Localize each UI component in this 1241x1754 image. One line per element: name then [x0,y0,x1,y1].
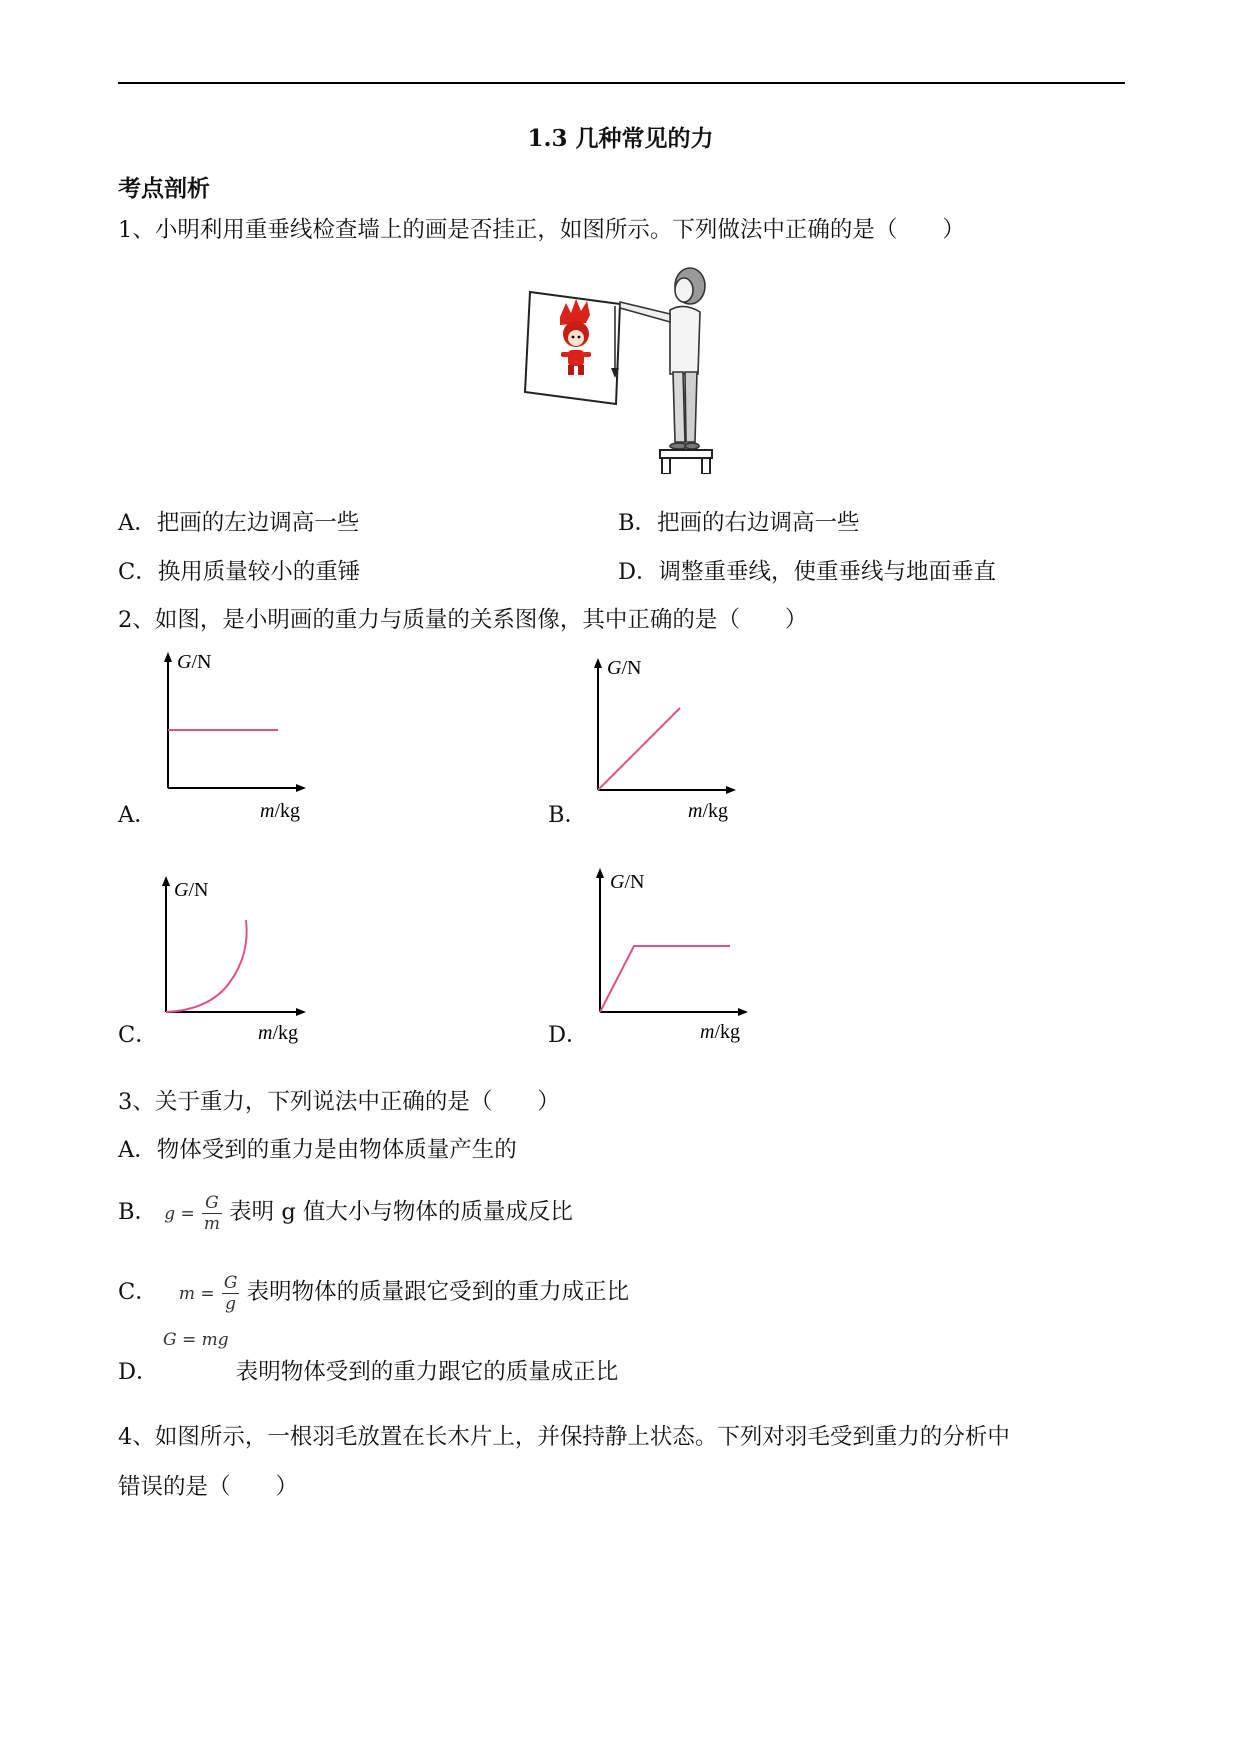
top-rule [118,82,1125,84]
q2-stem: 2、如图，是小明画的重力与质量的关系图像，其中正确的是（ ） [118,607,808,633]
q3-option-b-numerator: G [202,1193,222,1214]
q1-option-a: A．把画的左边调高一些 [118,510,360,536]
q3-option-b [118,1184,573,1242]
q3-option-d-formula: G = mg [163,1330,229,1350]
q3-option-b-prefix: B． [118,1199,158,1225]
graph-d-ylabel: G/N [610,871,645,893]
q4-stem-line2: 错误的是（ ） [118,1474,299,1500]
graph-b-xlabel: m/kg [688,800,729,822]
graph-b-curve [598,708,680,790]
q3-option-b-fraction [202,1193,222,1234]
graph-c-curve [166,920,247,1012]
plumb-line-illustration [520,262,720,474]
q2-label-b: B． [548,802,588,828]
q3-option-b-formula-lhs: g = [164,1204,195,1224]
q1-option-d: D．调整重垂线，使重垂线与地面垂直 [618,559,997,585]
graph-c [150,872,320,1047]
q3-option-d [118,1357,618,1387]
q3-option-d-prefix: D． [118,1359,159,1385]
graph-d-xlabel: m/kg [700,1021,741,1043]
graph-a-xlabel: m/kg [260,800,301,822]
graph-a [150,648,320,823]
q3-option-c-numerator: G [223,1272,238,1293]
graph-d-curve [600,946,730,1012]
graph-b [580,654,750,829]
graph-c-ylabel: G/N [174,879,209,901]
graph-d [582,864,762,1044]
q3-option-c-text: 表明物体的质量跟它受到的重力成正比 [246,1279,630,1305]
q2-label-a: A． [118,802,157,828]
q3-option-d-text: 表明物体受到的重力跟它的质量成正比 [235,1359,619,1385]
graph-b-ylabel: G/N [607,657,642,679]
q3-option-a: A．物体受到的重力是由物体质量产生的 [118,1137,517,1163]
q3-option-c-prefix: C． [118,1279,158,1305]
page-title: 1.3 几种常见的力 [527,125,714,152]
q3-option-b-text: 表明 g 值大小与物体的质量成反比 [229,1199,573,1225]
person-figure [620,268,712,474]
graph-c-xlabel: m/kg [258,1022,299,1044]
q1-option-c: C．换用质量较小的重锤 [118,559,361,585]
q3-option-c [118,1264,629,1322]
q3-option-c-formula-lhs: m = [178,1284,215,1304]
q3-option-c-fraction [222,1273,240,1314]
q3-stem: 3、关于重力，下列说法中正确的是（ ） [118,1089,560,1115]
q4-stem-line1: 4、如图所示，一根羽毛放置在长木片上，并保持静上状态。下列对羽毛受到重力的分析中 [118,1424,1010,1450]
q1-stem: 1、小明利用重垂线检查墙上的画是否挂正，如图所示。下列做法中正确的是（ ） [118,217,965,243]
q2-label-d: D． [548,1022,589,1048]
q3-option-b-denominator: m [203,1213,221,1234]
q1-option-b: B．把画的右边调高一些 [618,510,860,536]
graph-a-ylabel: G/N [177,651,212,673]
q3-option-c-denominator: g [225,1293,237,1314]
section-heading: 考点剖析 [118,175,210,202]
q2-label-c: C． [118,1022,158,1048]
